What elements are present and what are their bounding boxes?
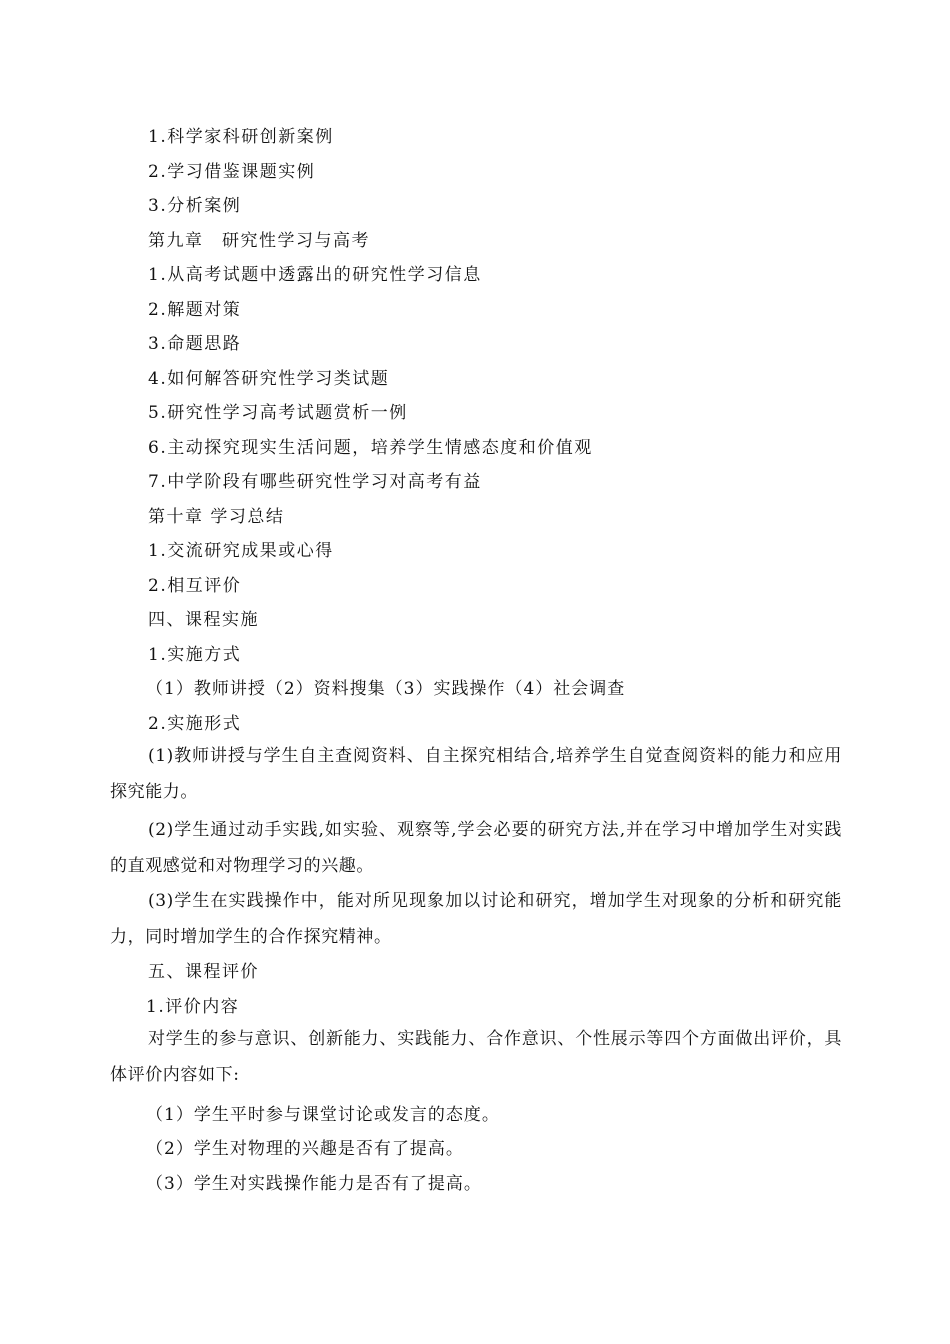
chapter-heading: 第十章 学习总结 xyxy=(148,507,285,527)
paragraph: (1)教师讲授与学生自主查阅资料、自主探究相结合,培养学生自觉查阅资料的能力和应用探究能力。 xyxy=(110,746,842,802)
paragraph: 对学生的参与意识、创新能力、实践能力、合作意识、个性展示等四个方面做出评价，具体评价内容如下: xyxy=(110,1029,842,1085)
list-item: 1.从高考试题中透露出的研究性学习信息 xyxy=(148,265,482,285)
paragraph: (2)学生通过动手实践,如实验、观察等,学会必要的研究方法,并在学习中增加学生对实践的直观感觉和对物理学习的兴趣。 xyxy=(110,820,842,876)
paragraph: (3)学生在实践操作中，能对所见现象加以讨论和研究，增加学生对现象的分析和研究能力，同时增加学生的合作探究精神。 xyxy=(110,891,842,947)
list-item: 1.科学家科研创新案例 xyxy=(148,127,334,147)
list-item: （2）学生对物理的兴趣是否有了提高。 xyxy=(146,1139,464,1159)
list-item: 7.中学阶段有哪些研究性学习对高考有益 xyxy=(148,472,482,492)
sub-heading: 1.评价内容 xyxy=(146,997,240,1017)
list-item: 2.解题对策 xyxy=(148,300,242,320)
list-item: 4.如何解答研究性学习类试题 xyxy=(148,369,390,389)
list-item: 5.研究性学习高考试题赏析一例 xyxy=(148,403,408,423)
list-item: 3.分析案例 xyxy=(148,196,242,216)
section-heading: 五、课程评价 xyxy=(148,962,259,982)
list-item: （1）教师讲授（2）资料搜集（3）实践操作（4）社会调查 xyxy=(146,679,626,699)
chapter-heading: 第九章 研究性学习与高考 xyxy=(148,231,370,251)
list-item: 6.主动探究现实生活问题，培养学生情感态度和价值观 xyxy=(148,438,593,458)
list-item: （1）学生平时参与课堂讨论或发言的态度。 xyxy=(146,1105,500,1125)
section-heading: 四、课程实施 xyxy=(148,610,259,630)
list-item: 2.实施形式 xyxy=(148,714,242,734)
list-item: 3.命题思路 xyxy=(148,334,242,354)
list-item: 2.学习借鉴课题实例 xyxy=(148,162,316,182)
list-item: 2.相互评价 xyxy=(148,576,242,596)
list-item: 1.交流研究成果或心得 xyxy=(148,541,334,561)
list-item: （3）学生对实践操作能力是否有了提高。 xyxy=(146,1174,482,1194)
list-item: 1.实施方式 xyxy=(148,645,242,665)
